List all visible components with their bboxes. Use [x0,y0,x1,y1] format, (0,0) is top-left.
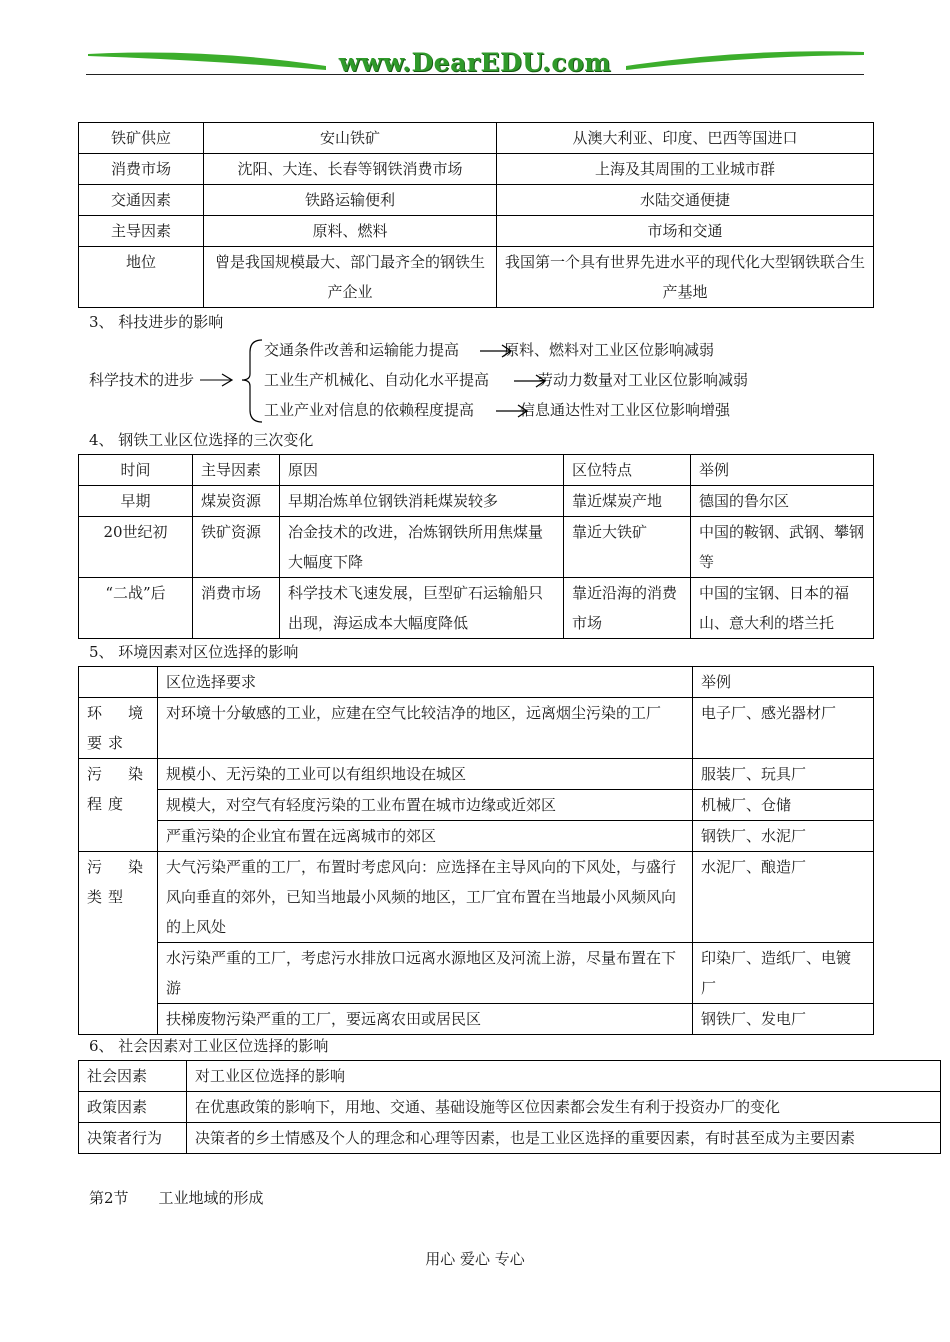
table-header-row [79,667,874,698]
table-row [79,943,874,1004]
table-row [79,247,874,308]
page-footer: 用心 爱心 专心 [425,1250,525,1268]
brace-shape [242,340,262,422]
column-header: 原因 [280,455,564,486]
table-cell: 中国的鞍钢、武钢、攀钢等 [691,517,874,578]
table-cell: 靠近煤炭产地 [564,486,691,517]
iron-steel-comparison-table [78,122,874,308]
baosteel-cell: 我国第一个具有世界先进水平的现代化大型钢铁联合生产基地 [497,247,874,308]
row-label-cell: 主导因素 [79,216,204,247]
example-cell: 服装厂、玩具厂 [693,759,874,790]
table-header-row [79,1061,941,1092]
branch-arrow-icon [480,344,516,358]
section-3-heading: 3、 科技进步的影响 [89,313,224,331]
next-section-title: 第2节 工业地域的形成 [89,1189,264,1207]
requirement-cell: 对环境十分敏感的工业，应建在空气比较洁净的地区，远离烟尘污染的工厂 [158,698,693,759]
branch-arrow-icon [514,374,550,388]
branch-arrow-icon [496,404,532,418]
table-row [79,154,874,185]
tech-progress-brace [200,336,270,426]
column-header: 主导因素 [193,455,280,486]
table-cell: 中国的宝钢、日本的福山、意大利的塔兰托 [691,578,874,639]
baosteel-cell: 从澳大利亚、印度、巴西等国进口 [497,123,874,154]
requirement-cell: 扶梯废物污染严重的工厂，要远离农田或居民区 [158,1004,693,1035]
anshan-cell: 原料、燃料 [204,216,497,247]
example-cell: 水泥厂、酿造厂 [693,852,874,943]
anshan-cell: 曾是我国规模最大、部门最齐全的钢铁生产企业 [204,247,497,308]
table-cell: 靠近大铁矿 [564,517,691,578]
table-row [79,486,874,517]
requirement-cell: 规模大，对空气有轻度污染的工业布置在城市边缘或近郊区 [158,790,693,821]
row-label-cell: 铁矿供应 [79,123,204,154]
header-rule [86,74,864,75]
baosteel-cell: 水陆交通便捷 [497,185,874,216]
table-row [79,185,874,216]
example-cell: 机械厂、仓储 [693,790,874,821]
table-row [79,123,874,154]
table-cell: 科学技术飞速发展，巨型矿石运输船只出现，海运成本大幅度降低 [280,578,564,639]
table-cell: 决策者行为 [79,1123,187,1154]
table-cell: 消费市场 [193,578,280,639]
table-header-row [79,455,874,486]
anshan-cell: 沈阳、大连、长春等钢铁消费市场 [204,154,497,185]
example-cell: 电子厂、感光器材厂 [693,698,874,759]
requirement-cell: 大气污染严重的工厂，布置时考虑风向：应选择在主导风向的下风处，与盛行风向垂直的郊外，已知当地最小风频的地区，工厂宜布置在当地最小风频风向的上风处 [158,852,693,943]
branch-cause: 工业产业对信息的依赖程度提高 [264,401,475,419]
example-cell: 钢铁厂、水泥厂 [693,821,874,852]
branch-effect: 原料、燃料对工业区位影响减弱 [504,341,715,359]
steel-location-change-table [78,454,874,639]
site-logo: www.DearEDU.com [338,48,612,77]
branch-cause: 交通条件改善和运输能力提高 [264,341,460,359]
table-row [79,759,874,790]
requirement-cell: 规模小、无污染的工业可以有组织地设在城区 [158,759,693,790]
branch-effect: 劳动力数量对工业区位影响减弱 [538,371,749,389]
column-header: 对工业区位选择的影响 [187,1061,941,1092]
table-cell: 20世纪初 [79,517,193,578]
table-row [79,216,874,247]
group-label-cell: 污染类型 [79,852,158,1035]
tech-progress-source: 科学技术的进步 [89,371,195,389]
table-cell: 德国的鲁尔区 [691,486,874,517]
requirement-cell: 水污染严重的工厂，考虑污水排放口远离水源地区及河流上游，尽量布置在下游 [158,943,693,1004]
table-cell: 早期 [79,486,193,517]
table-cell: 在优惠政策的影响下，用地、交通、基础设施等区位因素都会发生有利于投资办厂的变化 [187,1092,941,1123]
column-header: 举例 [691,455,874,486]
example-cell: 钢铁厂、发电厂 [693,1004,874,1035]
example-cell: 印染厂、造纸厂、电镀厂 [693,943,874,1004]
table-cell: 早期冶炼单位钢铁消耗煤炭较多 [280,486,564,517]
table-row [79,517,874,578]
column-header: 时间 [79,455,193,486]
table-row [79,821,874,852]
row-label-cell: 交通因素 [79,185,204,216]
anshan-cell: 铁路运输便利 [204,185,497,216]
table-cell: 冶金技术的改进，冶炼钢铁所用焦煤量大幅度下降 [280,517,564,578]
table-row [79,578,874,639]
table-cell: 政策因素 [79,1092,187,1123]
table-row [79,698,874,759]
column-header: 社会因素 [79,1061,187,1092]
column-header: 区位选择要求 [158,667,693,698]
branch-effect: 信息通达性对工业区位影响增强 [520,401,731,419]
table-row [79,1123,941,1154]
table-row [79,790,874,821]
social-factor-table [78,1060,941,1154]
requirement-cell: 严重污染的企业宜布置在远离城市的郊区 [158,821,693,852]
table-cell: 煤炭资源 [193,486,280,517]
anshan-cell: 安山铁矿 [204,123,497,154]
group-label-cell: 污染程度 [79,759,158,852]
branch-cause: 工业生产机械化、自动化水平提高 [264,371,490,389]
table-cell: 铁矿资源 [193,517,280,578]
table-cell: 靠近沿海的消费市场 [564,578,691,639]
baosteel-cell: 市场和交通 [497,216,874,247]
table-cell: 决策者的乡土情感及个人的理念和心理等因素，也是工业区选择的重要因素，有时甚至成为主要因素 [187,1123,941,1154]
section-6-heading: 6、 社会因素对工业区位选择的影响 [89,1037,329,1055]
column-header: 举例 [693,667,874,698]
section-4-heading: 4、 钢铁工业区位选择的三次变化 [89,431,314,449]
table-row [79,852,874,943]
table-row [79,1092,941,1123]
row-label-cell: 消费市场 [79,154,204,185]
environment-factor-table [78,666,874,1035]
baosteel-cell: 上海及其周围的工业城市群 [497,154,874,185]
group-label-cell: 环境要求 [79,698,158,759]
table-cell: “二战”后 [79,578,193,639]
row-label-cell: 地位 [79,247,204,308]
column-header [79,667,158,698]
column-header: 区位特点 [564,455,691,486]
table-row [79,1004,874,1035]
section-5-heading: 5、 环境因素对区位选择的影响 [89,643,299,661]
